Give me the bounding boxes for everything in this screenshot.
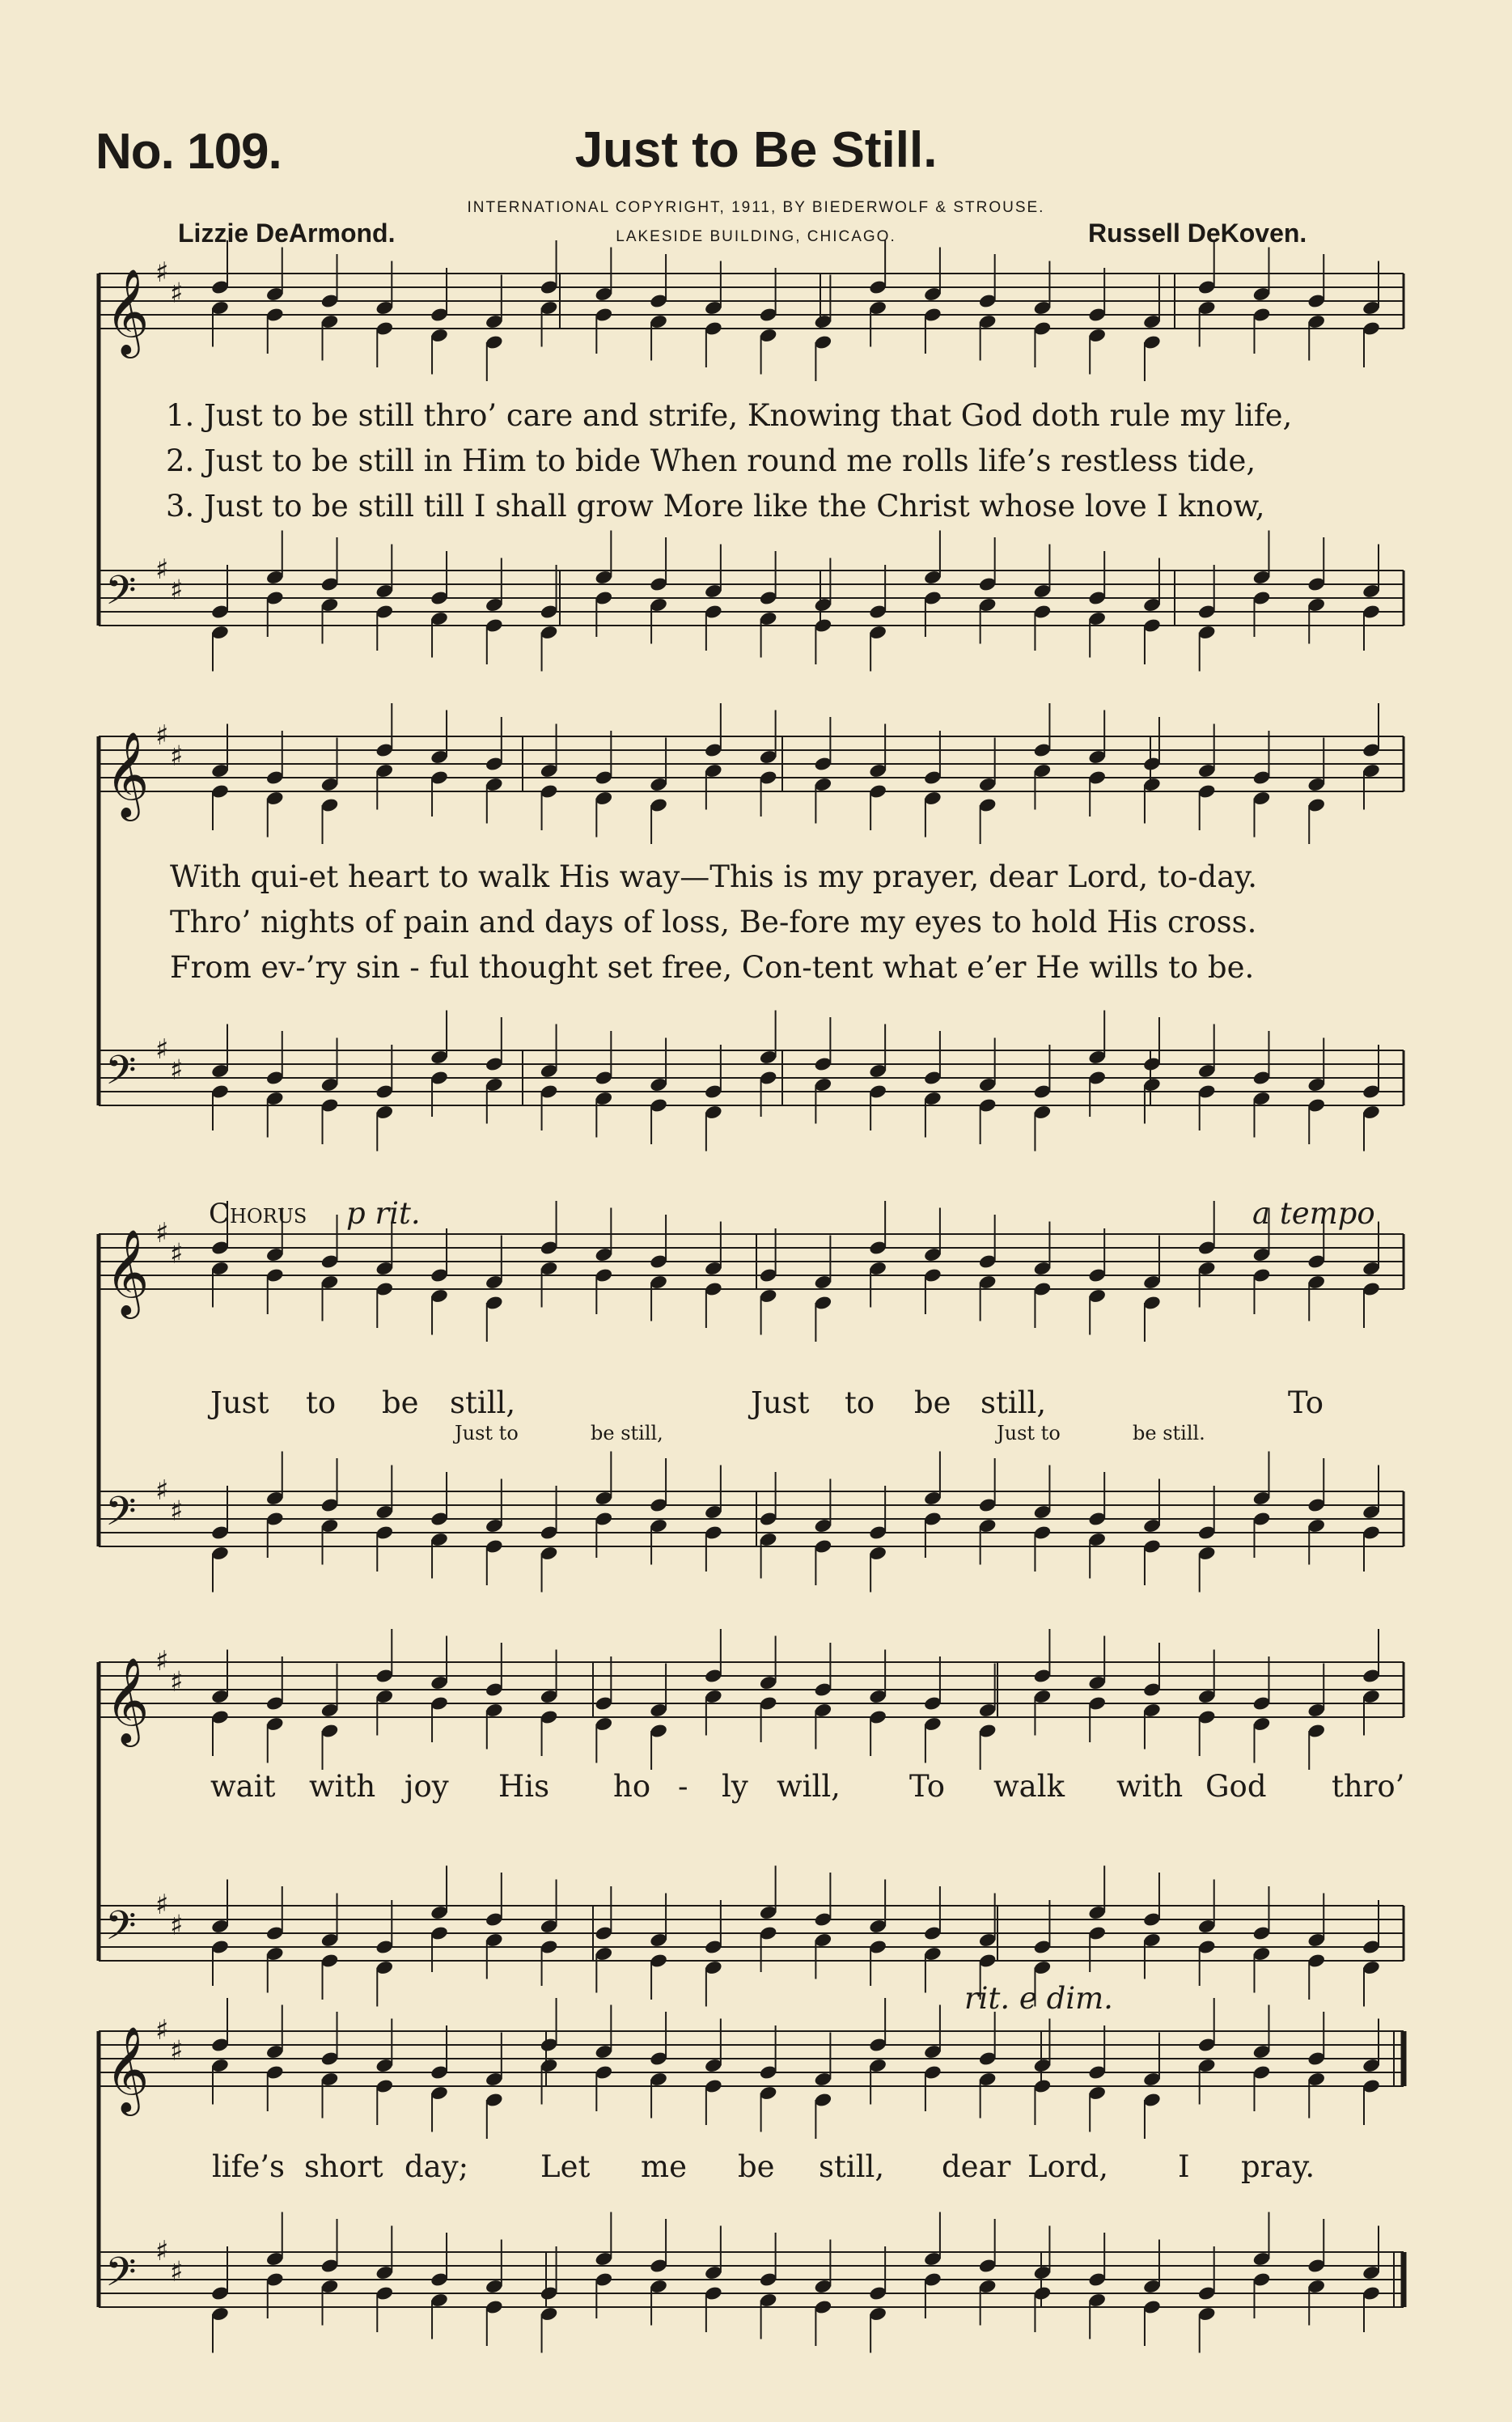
chorus-lyric: me: [641, 2149, 687, 2184]
sharp-sign: ♯: [170, 1237, 184, 1270]
chorus-lyric: short: [304, 2149, 383, 2184]
bass-clef: 𝄢: [105, 1047, 137, 1104]
lyricist-name: Lizzie DeArmond.: [178, 218, 396, 248]
sharp-sign: ♯: [155, 554, 169, 587]
echo-lyric: Just to: [997, 1422, 1061, 1444]
chorus-lyric: ho: [613, 1769, 651, 1804]
chorus-lyric: ly: [722, 1769, 748, 1804]
verse-1-line-1: 1. Just to be still thro’ care and strife, Knowing that God doth rule my life,: [166, 398, 1293, 433]
sharp-sign: ♯: [155, 1033, 169, 1067]
echo-lyric: be still,: [591, 1422, 663, 1444]
chorus-lyric: -: [678, 1769, 688, 1804]
copyright-line: INTERNATIONAL COPYRIGHT, 1911, BY BIEDERWOLF & STROUSE.: [467, 199, 1045, 216]
chorus-lyric: Just: [210, 1385, 269, 1420]
sharp-sign: ♯: [155, 257, 169, 290]
verse-2-line-2: Thro’ nights of pain and days of loss, Be-fore my eyes to hold His cross.: [170, 905, 1257, 940]
publisher-address: LAKESIDE BUILDING, CHICAGO.: [616, 228, 896, 245]
verse-3-line-1: 3. Just to be still till I shall grow More like the Christ whose love I know,: [166, 489, 1265, 524]
chorus-lyric: Lord,: [1027, 2149, 1108, 2184]
chorus-lyric: still,: [819, 2149, 885, 2184]
hymn-number: No. 109.: [95, 124, 282, 180]
bass-clef: 𝄢: [105, 1902, 137, 1959]
chorus-lyric: be: [738, 2149, 775, 2184]
chorus-lyric: To: [1288, 1385, 1324, 1420]
chorus-lyric: I: [1178, 2149, 1190, 2184]
chorus-lyric: life’s: [212, 2149, 286, 2184]
chorus-lyric: will,: [777, 1769, 841, 1804]
composer-name: Russell DeKoven.: [1088, 218, 1307, 248]
chorus-lyric: joy: [404, 1769, 449, 1804]
sharp-sign: ♯: [170, 2255, 184, 2288]
marking-a-tempo: a tempo: [1252, 1196, 1375, 1231]
chorus-lyric: Just: [751, 1385, 810, 1420]
chorus-lyric: be: [914, 1385, 951, 1420]
chorus-lyric: to: [306, 1385, 337, 1420]
sharp-sign: ♯: [155, 719, 169, 753]
chorus-lyric: with: [309, 1769, 376, 1804]
chorus-lyric: with: [1116, 1769, 1184, 1804]
hymn-title: Just to Be Still.: [574, 122, 938, 178]
sharp-sign: ♯: [170, 740, 184, 773]
sharp-sign: ♯: [170, 1054, 184, 1087]
sharp-sign: ♯: [155, 2014, 169, 2047]
sharp-sign: ♯: [170, 2034, 184, 2068]
sharp-sign: ♯: [155, 1889, 169, 1922]
sharp-sign: ♯: [155, 2235, 169, 2268]
chorus-lyric: walk: [993, 1769, 1065, 1804]
chorus-lyric: dear: [942, 2149, 1011, 2184]
chorus-lyric: day;: [404, 2149, 469, 2184]
verse-1-line-2: With qui-et heart to walk His way—This is my prayer, dear Lord, to-day.: [170, 859, 1258, 894]
sharp-sign: ♯: [170, 1495, 184, 1528]
verse-3-line-2: From ev-’ry sin - ful thought set free, Con-tent what e’er He wills to be.: [170, 950, 1255, 985]
chorus-lyric: Let: [540, 2149, 591, 2184]
sharp-sign: ♯: [170, 574, 184, 607]
chorus-lyric: God: [1205, 1769, 1267, 1804]
treble-clef: 𝄞: [105, 268, 150, 354]
chorus-lyric: to: [845, 1385, 875, 1420]
sharp-sign: ♯: [155, 1217, 169, 1250]
echo-lyric: Just to: [455, 1422, 519, 1444]
sharp-sign: ♯: [170, 1665, 184, 1699]
chorus-lyric: pray.: [1241, 2149, 1315, 2184]
chorus-lyric: wait: [210, 1769, 276, 1804]
chorus-lyric: His: [498, 1769, 550, 1804]
bass-clef: 𝄢: [105, 1488, 137, 1545]
marking-p-rit: p rit.: [346, 1196, 421, 1231]
treble-clef: 𝄞: [105, 1228, 150, 1315]
sharp-sign: ♯: [155, 1645, 169, 1678]
chorus-label: Chorus: [209, 1198, 307, 1230]
treble-clef: 𝄞: [105, 1656, 150, 1743]
bass-clef: 𝄢: [105, 2249, 137, 2305]
echo-lyric: be still.: [1133, 1422, 1205, 1444]
bass-clef: 𝄢: [105, 567, 137, 624]
chorus-lyric: still,: [980, 1385, 1047, 1420]
chorus-lyric: thro’: [1332, 1769, 1405, 1804]
sharp-sign: ♯: [170, 277, 184, 310]
marking-rit-e-dim: rit. e dim.: [964, 1981, 1113, 2016]
sharp-sign: ♯: [155, 1474, 169, 1508]
treble-clef: 𝄞: [105, 731, 150, 817]
chorus-lyric: still,: [450, 1385, 516, 1420]
chorus-lyric: be: [382, 1385, 419, 1420]
verse-2-line-1: 2. Just to be still in Him to bide When round me rolls life’s restless tide,: [166, 443, 1256, 478]
treble-clef: 𝄞: [105, 2025, 150, 2112]
sharp-sign: ♯: [170, 1909, 184, 1942]
chorus-lyric: To: [909, 1769, 946, 1804]
